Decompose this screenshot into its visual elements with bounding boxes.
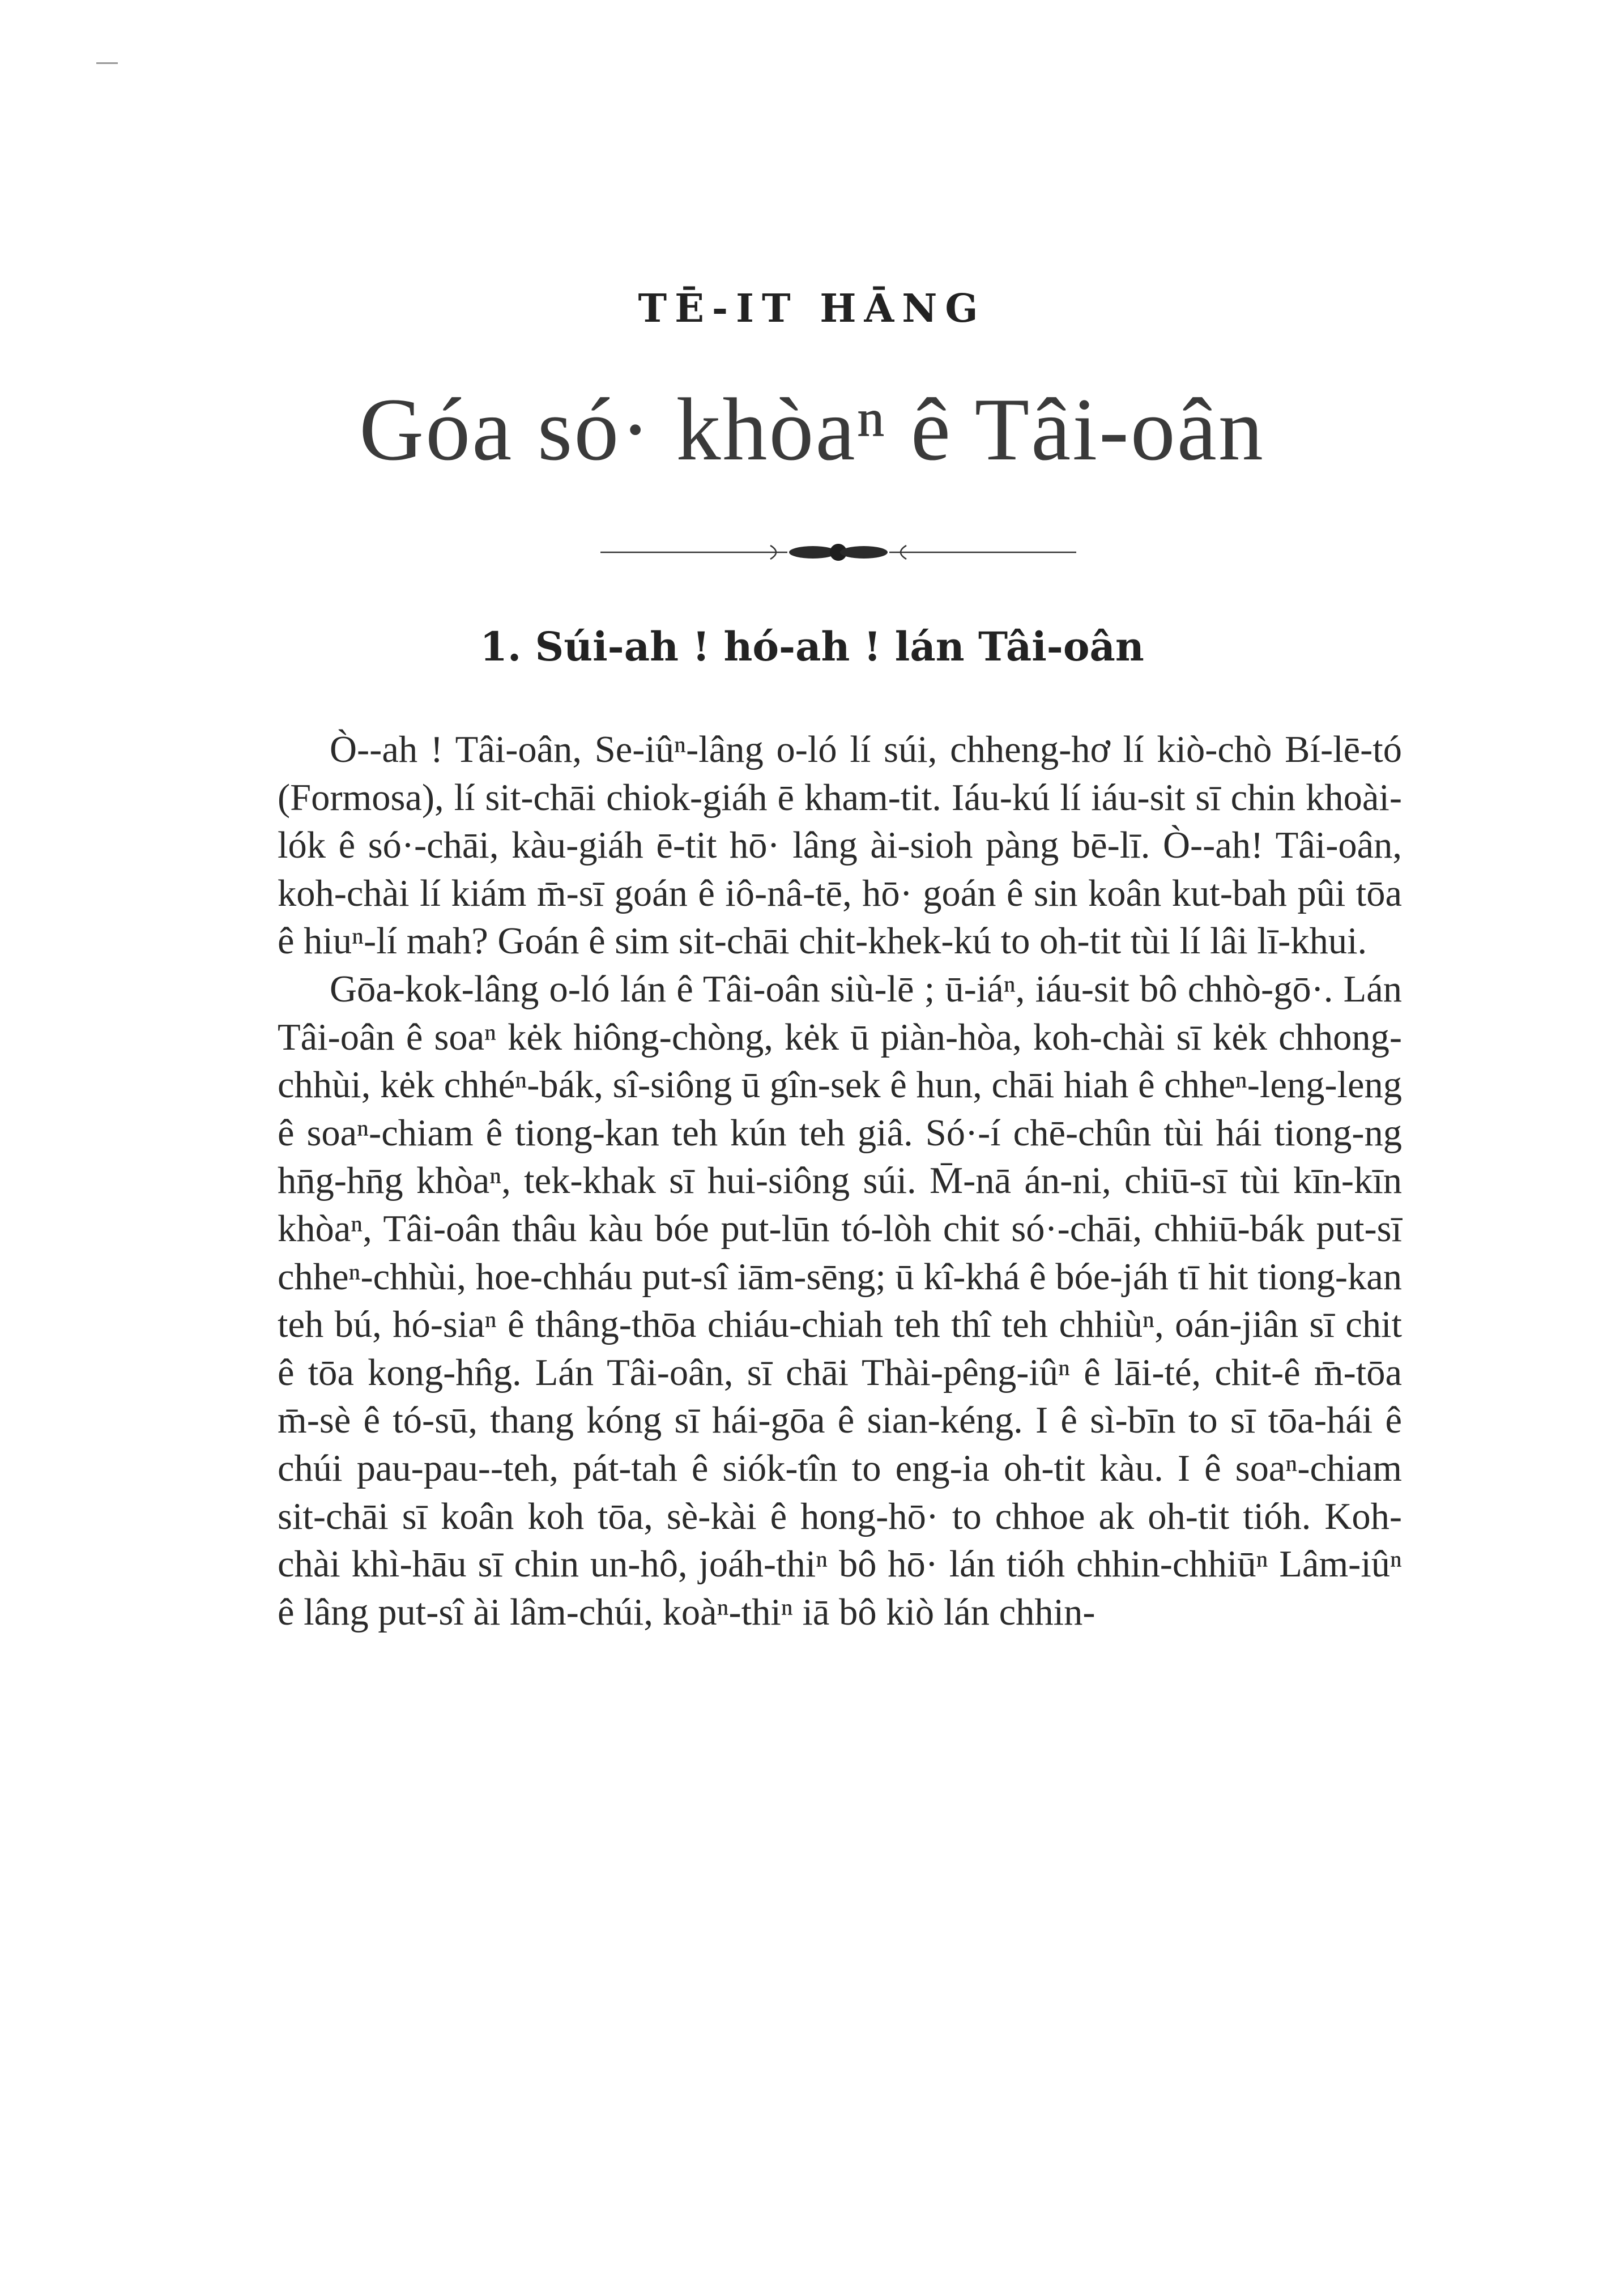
body-text — [278, 726, 1402, 1636]
corner-mark — [96, 62, 118, 64]
ornament-divider-icon — [600, 535, 1076, 569]
page-title: Góa só· khòaⁿ ê Tâi-oân — [359, 380, 1265, 479]
section-heading: 1. Súi-ah ! hó-ah ! lán Tâi-oân — [480, 623, 1144, 670]
paragraph-1: Ò--ah ! Tâi-oân, Se-iûⁿ-lâng o-ló lí súi, chheng-hơ lí kiò-chò Bí-lē-tó (Formosa), lí sit-chāi chiok-giáh ē kham-tit. Iáu-kú lí iáu-sit sī chin khoài-lók ê só·-chāi, kàu-giáh ē-tit hō· lâng ài-sioh pàng bē-lī. Ò--ah! Tâi-oân, koh-chài lí kiám m̄-sī goán ê iô-nâ-tē, hō· goán ê sin koân kut-bah pûi tōa ê hiuⁿ-lí mah? Goán ê sim sit-chāi chit-khek-kú to oh-tit tùi lí lâi lī-khui. — [278, 729, 1402, 962]
chapter-heading: TĒ-IT HĀNG — [638, 286, 986, 331]
paragraph-2: Gōa-kok-lâng o-ló lán ê Tâi-oân siù-lē ; ū-iáⁿ, iáu-sit bô chhò-gō·. Lán Tâi-oân ê soaⁿ kėk hiông-chòng, kėk ū piàn-hòa, koh-chài sī kėk chhong-chhùi, kėk chhéⁿ-bák, sî-siông ū gîn-sek ê hun, chāi hiah ê chheⁿ-leng-leng ê soaⁿ-chiam ê tiong-kan teh kún teh giâ. Só·-í chē-chûn tùi hái tiong-ng hn̄g-hn̄g khòaⁿ, tek-khak sī hui-siông súi. M̄-nā án-ni, chiū-sī tùi kīn-kīn khòaⁿ, Tâi-oân thâu kàu bóe put-lūn tó-lòh chit só·-chāi, chhiū-bák put-sī chheⁿ-chhùi, hoe-chháu put-sî iām-sēng; ū kî-khá ê bóe-jáh tī hit tiong-kan teh bú, hó-siaⁿ ê thâng-thōa chiáu-chiah teh thî teh chhiùⁿ, oán-jiân sī chit ê tōa kong-hn̂g. Lán Tâi-oân, sī chāi Thài-pêng-iûⁿ ê lāi-té, chit-ê m̄-tōa m̄-sè ê tó-sū, thang kóng sī hái-gōa ê sian-kéng. I ê sì-bīn to sī tōa-hái ê chúi pau-pau--teh, pát-tah ê siók-tîn to eng-ia oh-tit kàu. I ê soaⁿ-chiam sit-chāi sī koân koh tōa, sè-kài ê hong-hō· to chhoe ak oh-tit tióh. Koh-chài khì-hāu sī chin un-hô, joáh-thiⁿ bô hō· lán tióh chhin-chhiūⁿ Lâm-iûⁿ ê lâng put-sî ài lâm-chúi, koàⁿ-thiⁿ iā bô kiò lán chhin- — [278, 968, 1402, 1633]
